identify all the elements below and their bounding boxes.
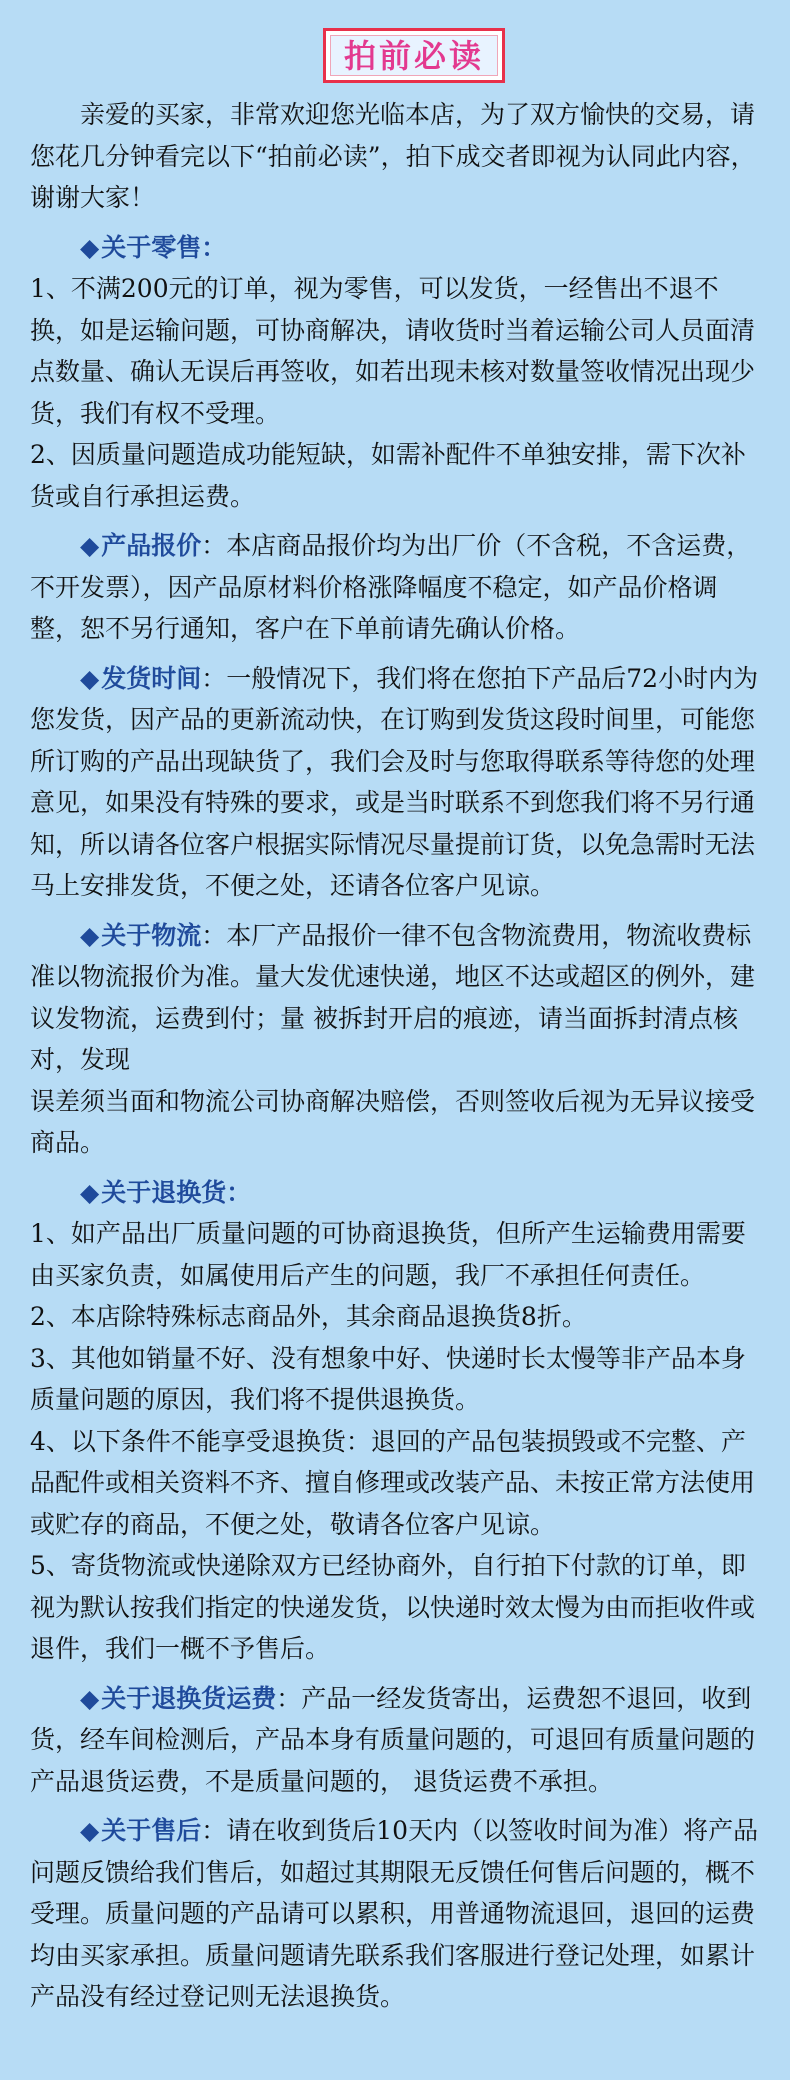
logistics-label: 关于物流 xyxy=(101,920,202,950)
title-box xyxy=(323,28,505,83)
after-sales-label: 关于售后 xyxy=(101,1816,202,1845)
spacer xyxy=(30,1164,765,1172)
return-freight-text: 产品一经发货寄出，运费恕不退回，收到货，经车间检测后，产品本身有质量问题的，可退回有质量问题的产品退货运费，不是质量问题的， 退货运费不承担。 xyxy=(30,1683,756,1796)
diamond-icon: ◆ xyxy=(80,1816,100,1845)
returns-item-4: 4、以下条件不能享受退换货：退回的产品包装损毁或不完整、产品配件或相关资料不齐、擅自修理或改装产品、未按正常方法使用或贮存的商品，不便之处，敬请各位客户见谅。 xyxy=(30,1426,756,1539)
spacer xyxy=(30,517,765,525)
diamond-icon: ◆ xyxy=(80,232,100,262)
logistics-text-1: 本厂产品报价一律不包含物流费用，物流收费标准以物流报价为准。量大发优速快递，地区不达或超区的例外，建议发物流，运费到付；量 被拆封开启的痕迹，请当面拆封清点核对，发现 xyxy=(30,920,756,1074)
diamond-icon: ◆ xyxy=(80,1177,100,1207)
returns-item-1: 1、如产品出厂质量问题的可协商退换货，但所产生运输费用需要由买家负责，如属使用后产生的问题，我厂不承担任何责任。 xyxy=(30,1219,746,1290)
return-freight-label: 关于退换货运费 xyxy=(101,1683,277,1713)
spacer xyxy=(30,650,765,658)
pricing-colon: ： xyxy=(201,531,227,560)
return-freight-paragraph xyxy=(30,1678,765,1803)
shipping-label: 发货时间 xyxy=(101,663,202,693)
returns-heading-label: 关于退换货： xyxy=(101,1177,252,1207)
spacer xyxy=(30,219,765,227)
shipping-text: 一般情况下，我们将在您拍下产品后72小时内为您发货，因产品的更新流动快，在订购到发货这段时间里，可能您所订购的产品出现缺货了，我们会及时与您取得联系等待您的处理意见，如果没有特殊的要求，或是当时联系不到您我们将不另行通知，所以请各位客户根据实际情况尽量提前订货，以免急需时无法马上安排发货，不便之处，还请各位客户见谅。 xyxy=(30,663,759,900)
shipping-colon: ： xyxy=(201,663,227,693)
retail-item-1: 1、不满200元的订单，视为零售，可以发货，一经售出不退不换，如是运输问题，可协商解决，请收货时当着运输公司人员面清点数量、确认无误后再签收，如若出现未核对数量签收情况出现少货，我们有权不受理。 xyxy=(30,274,756,428)
returns-heading xyxy=(30,1172,765,1214)
intro-paragraph: 亲爱的买家，非常欢迎您光临本店，为了双方愉快的交易，请您花几分钟看完以下“拍前必读”，拍下成交者即视为认同此内容，谢谢大家！ xyxy=(30,100,756,212)
page-title: 拍前必读 xyxy=(343,36,484,75)
diamond-icon: ◆ xyxy=(80,531,100,560)
return-freight-colon: ： xyxy=(276,1683,302,1713)
returns-item-3: 3、其他如销量不好、没有想象中好、快递时长太慢等非产品本身质量问题的原因，我们将不提供退换货。 xyxy=(30,1343,746,1414)
retail-heading xyxy=(30,227,765,269)
logistics-text-2: 误差须当面和物流公司协商解决赔偿，否则签收后视为无异议接受商品。 xyxy=(30,1086,756,1157)
after-sales-paragraph xyxy=(30,1810,765,2018)
diamond-icon: ◆ xyxy=(80,663,100,693)
shipping-paragraph xyxy=(30,658,765,907)
returns-item-5: 5、寄货物流或快递除双方已经协商外，自行拍下付款的订单，即视为默认按我们指定的快递发货，以快递时效太慢为由而拒收件或退件，我们一概不予售后。 xyxy=(30,1551,756,1663)
diamond-icon: ◆ xyxy=(80,1683,100,1713)
pricing-text: 本店商品报价均为出厂价（不含税，不含运费，不开发票），因产品原材料价格涨降幅度不稳定，如产品价格调整，恕不另行通知，客户在下单前请先确认价格。 xyxy=(30,531,752,643)
spacer xyxy=(30,1670,765,1678)
spacer xyxy=(30,1802,765,1810)
notice-content xyxy=(30,94,765,2018)
logistics-paragraph xyxy=(30,915,765,1081)
pricing-paragraph xyxy=(30,525,765,650)
retail-item-2: 2、因质量问题造成功能短缺，如需补配件不单独安排，需下次补货或自行承担运费。 xyxy=(30,440,746,511)
returns-item-2: 2、本店除特殊标志商品外，其余商品退换货8折。 xyxy=(30,1302,587,1331)
pricing-label: 产品报价 xyxy=(101,531,202,560)
logistics-colon: ： xyxy=(201,920,227,950)
retail-heading-label: 关于零售： xyxy=(101,232,227,262)
spacer xyxy=(30,907,765,915)
title-inner xyxy=(330,35,498,76)
after-sales-colon: ： xyxy=(201,1816,227,1845)
diamond-icon: ◆ xyxy=(80,920,100,950)
after-sales-text: 请在收到货后10天内（以签收时间为准）将产品问题反馈给我们售后，如超过其期限无反馈任何售后问题的，概不受理。质量问题的产品请可以累积，用普通物流退回，退回的运费均由买家承担。质量问题请先联系我们客服进行登记处理，如累计产品没有经过登记则无法退换货。 xyxy=(30,1816,759,2011)
